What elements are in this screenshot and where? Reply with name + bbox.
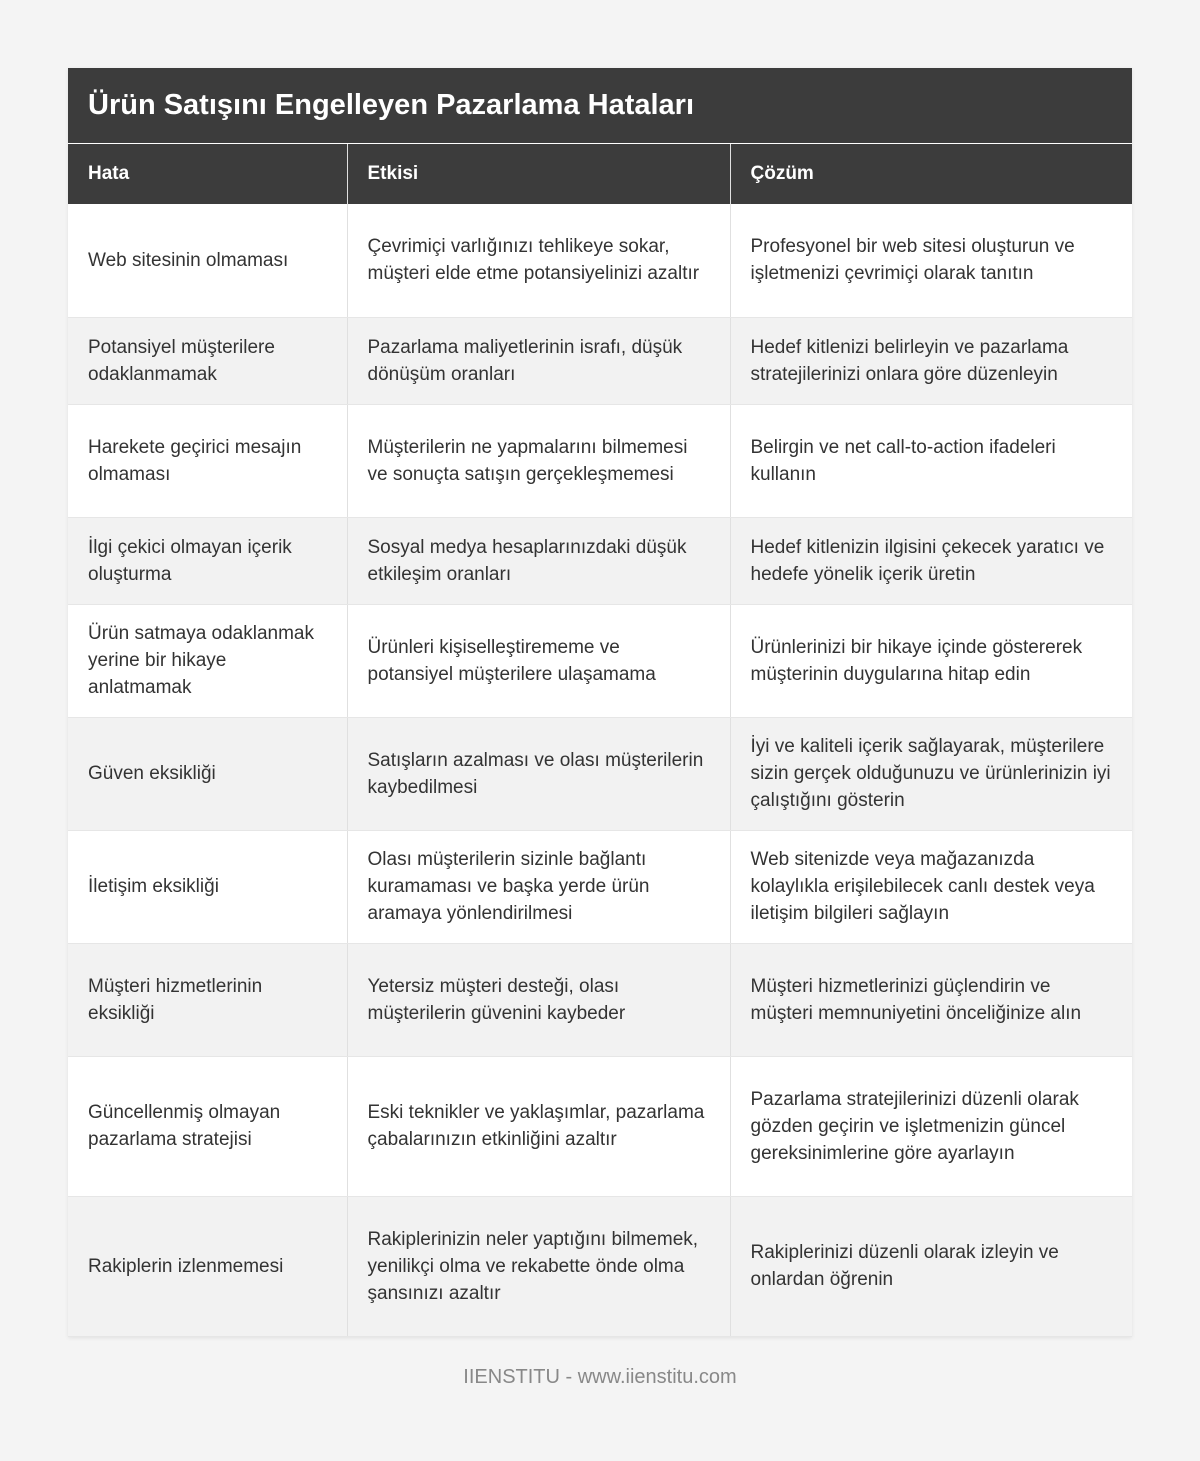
cell-etkisi: Sosyal medya hesaplarınızdaki düşük etkileşim oranları (347, 517, 730, 604)
table-row (68, 1056, 1132, 1196)
table-row (68, 204, 1132, 317)
cell-hata: Müşteri hizmetlerinin eksikliği (68, 943, 347, 1056)
table-row (68, 404, 1132, 517)
column-header-hata: Hata (68, 144, 347, 204)
cell-hata: İletişim eksikliği (68, 830, 347, 943)
cell-hata: Güven eksikliği (68, 717, 347, 830)
title-bar (68, 68, 1132, 144)
cell-etkisi: Eski teknikler ve yaklaşımlar, pazarlama çabalarınızın etkinliğini azaltır (347, 1056, 730, 1196)
cell-cozum: Ürünlerinizi bir hikaye içinde göstererek müşterinin duygularına hitap edin (730, 604, 1132, 717)
table-row (68, 604, 1132, 717)
cell-cozum: İyi ve kaliteli içerik sağlayarak, müşterilere sizin gerçek olduğunuzu ve ürünlerinizin iyi çalıştığını gösterin (730, 717, 1132, 830)
table-row (68, 830, 1132, 943)
table-card (68, 68, 1132, 1337)
cell-etkisi: Müşterilerin ne yapmalarını bilmemesi ve sonuçta satışın gerçekleşmemesi (347, 404, 730, 517)
cell-hata: Harekete geçirici mesajın olmaması (68, 404, 347, 517)
cell-cozum: Pazarlama stratejilerinizi düzenli olarak gözden geçirin ve işletmenizin güncel gereksinimlerine göre ayarlayın (730, 1056, 1132, 1196)
cell-hata: Rakiplerin izlenmemesi (68, 1196, 347, 1336)
cell-hata: Güncellenmiş olmayan pazarlama stratejisi (68, 1056, 347, 1196)
page-title: Ürün Satışını Engelleyen Pazarlama Hataları (88, 89, 695, 121)
table-row (68, 517, 1132, 604)
cell-etkisi: Pazarlama maliyetlerinin israfı, düşük dönüşüm oranları (347, 317, 730, 404)
cell-hata: Web sitesinin olmaması (68, 204, 347, 317)
cell-cozum: Belirgin ve net call-to-action ifadeleri kullanın (730, 404, 1132, 517)
footer-credit: IIENSTITU - www.iienstitu.com (463, 1366, 737, 1388)
cell-etkisi: Yetersiz müşteri desteği, olası müşterilerin güvenini kaybeder (347, 943, 730, 1056)
mistakes-table (68, 144, 1132, 1337)
cell-etkisi: Rakiplerinizin neler yaptığını bilmemek, yenilikçi olma ve rekabette önde olma şansınızı azaltır (347, 1196, 730, 1336)
table-row (68, 317, 1132, 404)
cell-etkisi: Olası müşterilerin sizinle bağlantı kuramaması ve başka yerde ürün aramaya yönlendirilmesi (347, 830, 730, 943)
cell-etkisi: Ürünleri kişiselleştirememe ve potansiyel müşterilere ulaşamama (347, 604, 730, 717)
cell-cozum: Rakiplerinizi düzenli olarak izleyin ve onlardan öğrenin (730, 1196, 1132, 1336)
cell-hata: İlgi çekici olmayan içerik oluşturma (68, 517, 347, 604)
cell-hata: Ürün satmaya odaklanmak yerine bir hikaye anlatmamak (68, 604, 347, 717)
column-header-cozum: Çözüm (730, 144, 1132, 204)
cell-etkisi: Satışların azalması ve olası müşterilerin kaybedilmesi (347, 717, 730, 830)
cell-etkisi: Çevrimiçi varlığınızı tehlikeye sokar, müşteri elde etme potansiyelinizi azaltır (347, 204, 730, 317)
cell-cozum: Profesyonel bir web sitesi oluşturun ve işletmenizi çevrimiçi olarak tanıtın (730, 204, 1132, 317)
cell-hata: Potansiyel müşterilere odaklanmamak (68, 317, 347, 404)
cell-cozum: Hedef kitlenizi belirleyin ve pazarlama stratejilerinizi onlara göre düzenleyin (730, 317, 1132, 404)
table-row (68, 1196, 1132, 1336)
cell-cozum: Web sitenizde veya mağazanızda kolaylıkla erişilebilecek canlı destek veya iletişim bilgileri sağlayın (730, 830, 1132, 943)
table-row (68, 717, 1132, 830)
column-header-etkisi: Etkisi (347, 144, 730, 204)
cell-cozum: Müşteri hizmetlerinizi güçlendirin ve müşteri memnuniyetini önceliğinize alın (730, 943, 1132, 1056)
cell-cozum: Hedef kitlenizin ilgisini çekecek yaratıcı ve hedefe yönelik içerik üretin (730, 517, 1132, 604)
table-row (68, 943, 1132, 1056)
table-header-row (68, 144, 1132, 204)
